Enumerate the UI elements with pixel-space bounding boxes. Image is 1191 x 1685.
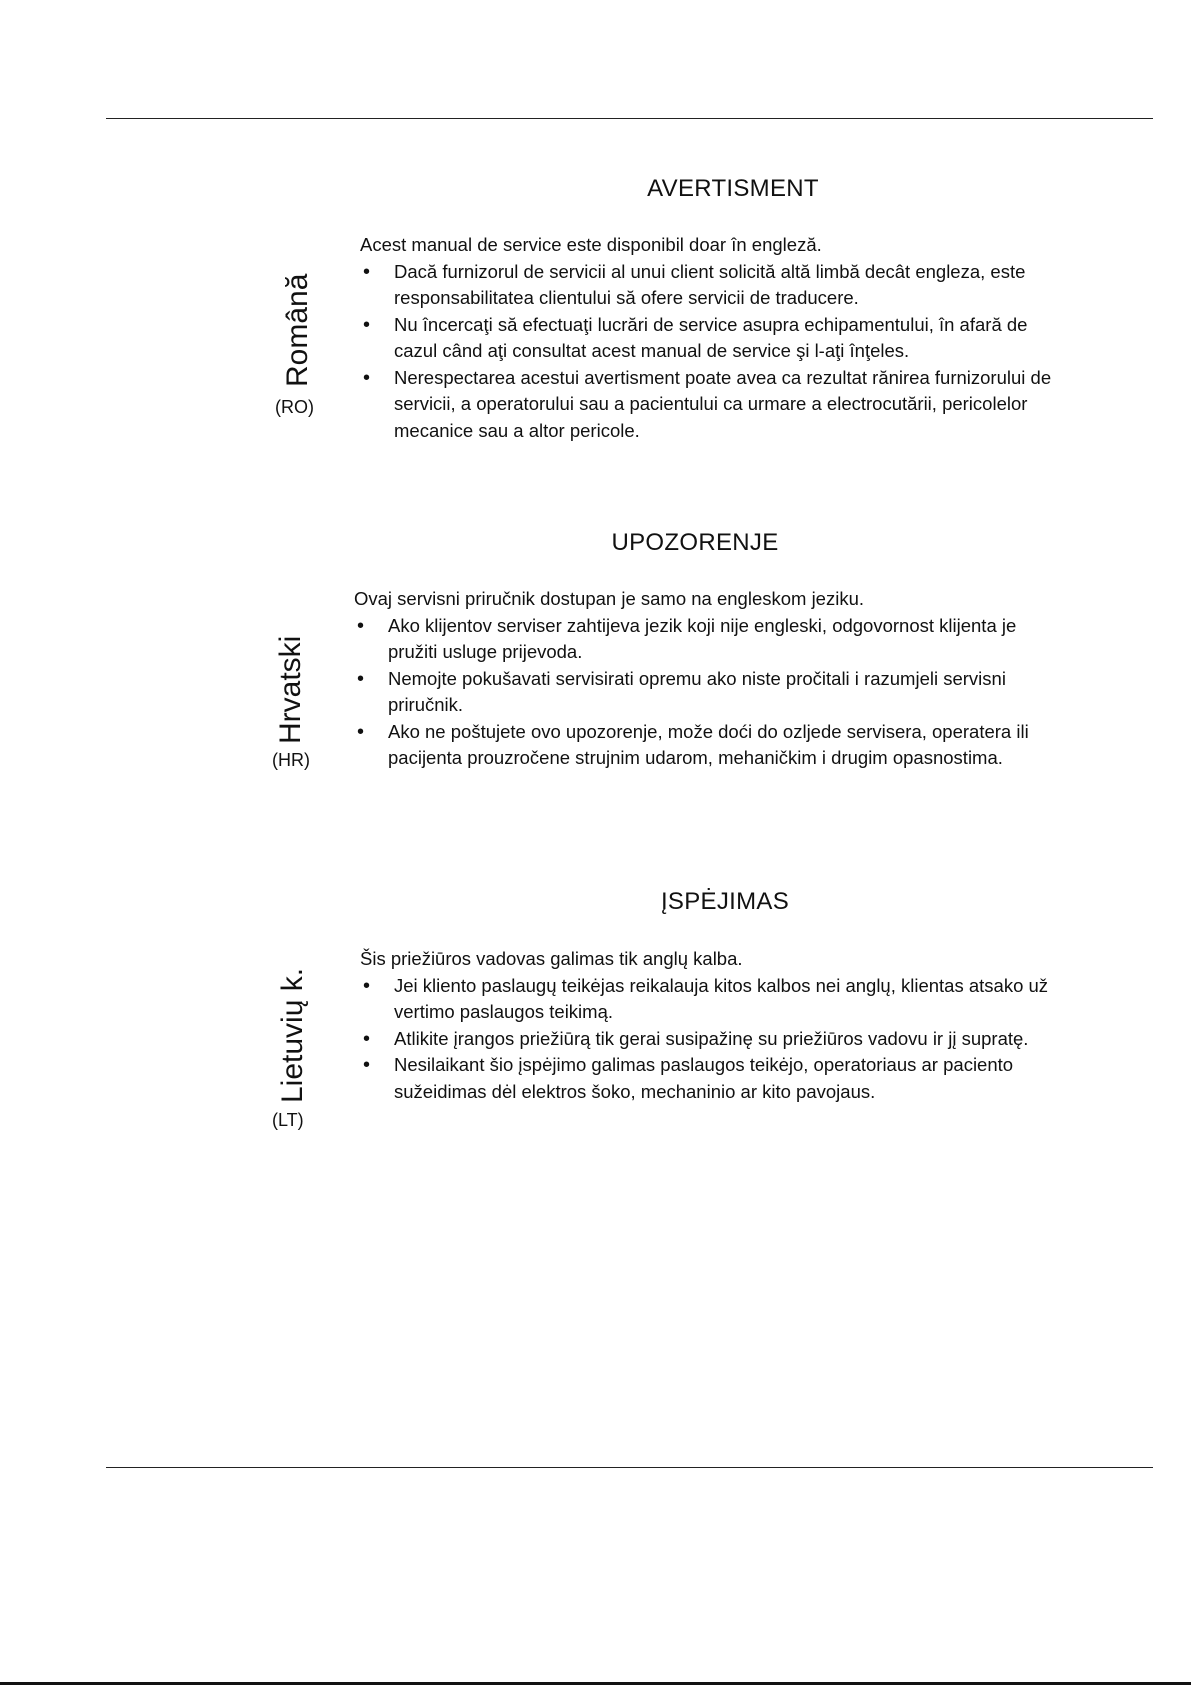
language-code-label: (RO) [275,397,314,417]
warning-heading: UPOZORENJE [611,529,779,556]
warning-bullet: • Nu încercaţi să efectuaţi lucrări de service asupra echipamentului, în afară de cazul când aţi consultat acest manual de service şi l-aţi înţeles. [360,312,1060,365]
warning-intro: Šis priežiūros vadovas galimas tik anglų kalba. [360,948,743,969]
warning-bullet: • Nemojte pokušavati servisirati opremu ako niste pročitali i razumjeli servisni priručnik. [354,666,1059,719]
warning-bullet-list [360,259,1060,445]
language-name-label: Hrvatski [274,635,307,744]
warning-bullet: • Nerespectarea acestui avertisment poate avea ca rezultat rănirea furnizorului de servicii, a operatorului sau a pacientului ca urmare a electrocutării, pericolelor mecanice sau a altor pericole. [360,365,1060,445]
warning-body [360,232,1060,444]
warning-body [360,946,1060,1105]
warning-body [354,586,1059,772]
warning-heading: AVERTISMENT [647,175,819,202]
warning-bullet: • Ako ne poštujete ovo upozorenje, može doći do ozljede servisera, operatera ili pacijenta prouzročene strujnim udarom, mehaničkim i drugim opasnostima. [354,719,1059,772]
warning-heading: ĮSPĖJIMAS [660,888,790,915]
warning-bullet: • Dacă furnizorul de servicii al unui client solicită altă limbă decât engleza, este responsabilitatea clientului să ofere servicii de traducere. [360,259,1060,312]
header-rule [106,118,1153,119]
language-code-label: (HR) [272,750,310,770]
footer-rule [106,1467,1153,1468]
warning-bullet: • Jei kliento paslaugų teikėjas reikalauja kitos kalbos nei anglų, klientas atsako už vertimo paslaugos teikimą. [360,973,1060,1026]
warning-bullet: • Atlikite įrangos priežiūrą tik gerai susipažinę su priežiūros vadovu ir jį supratę. [360,1026,1060,1053]
language-name-label: Română [281,273,314,387]
warning-intro: Ovaj servisni priručnik dostupan je samo na engleskom jeziku. [354,588,865,609]
warning-bullet: • Ako klijentov serviser zahtijeva jezik koji nije engleski, odgovornost klijenta je pružiti usluge prijevoda. [354,613,1059,666]
language-code-label: (LT) [272,1110,304,1130]
warning-bullet: • Nesilaikant šio įspėjimo galimas paslaugos teikėjo, operatoriaus ar paciento sužeidimas dėl elektros šoko, mechaninio ar kito pavojaus. [360,1052,1060,1105]
warning-bullet-list [360,973,1060,1106]
language-name-label: Lietuvių k. [276,967,309,1103]
warning-bullet-list [354,613,1059,772]
warning-intro: Acest manual de service este disponibil doar în engleză. [360,234,822,255]
